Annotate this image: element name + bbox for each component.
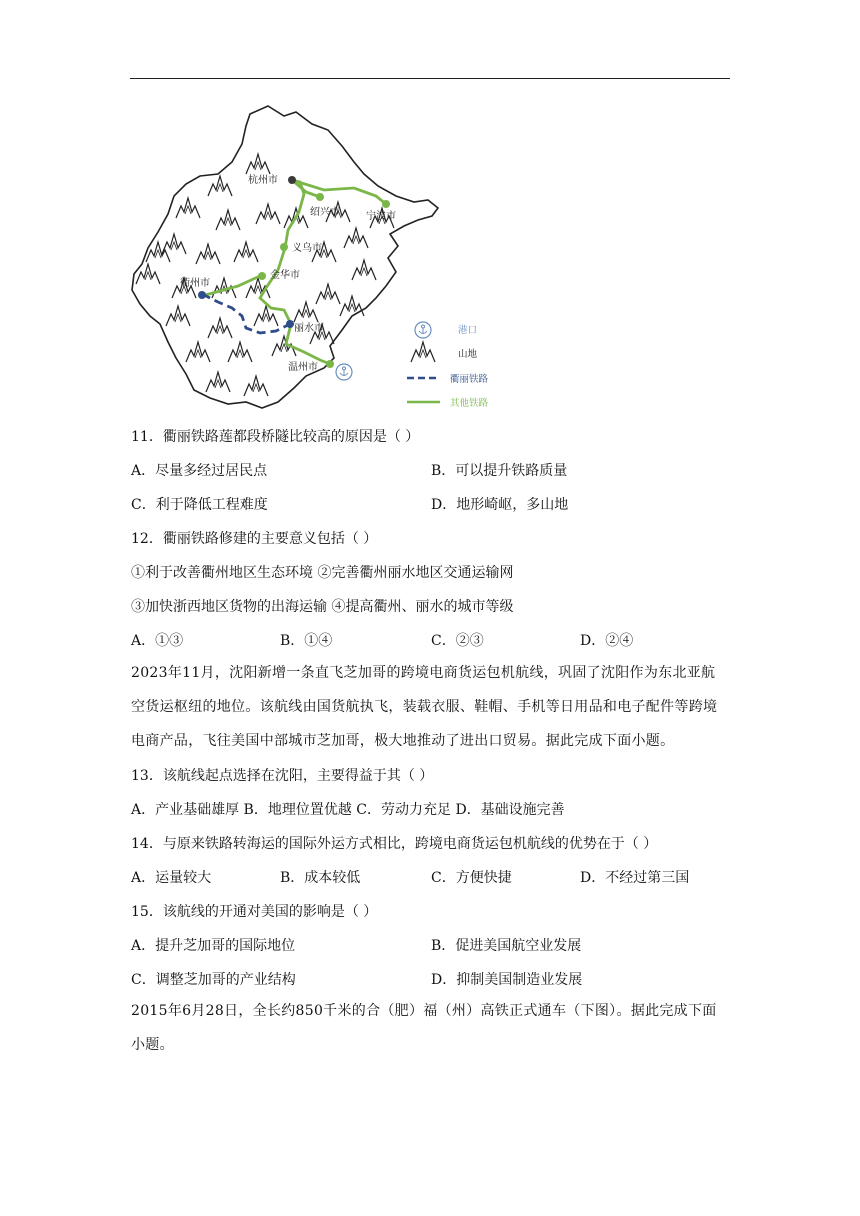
q11-option-d[interactable]: D．地形崎岖，多山地	[431, 497, 569, 513]
q14-option-d[interactable]: D．不经过第三国	[580, 870, 690, 886]
q15-option-c[interactable]: C．调整芝加哥的产业结构	[131, 972, 296, 988]
q11-stem: 11．衢丽铁路莲都段桥隧比较高的原因是（ ）	[131, 429, 420, 445]
legend-port: 港口	[458, 325, 478, 336]
q14-option-c[interactable]: C．方便快捷	[431, 870, 512, 886]
passage-shenyang: 2023年11月，沈阳新增一条直飞芝加哥的跨境电商货运包机航线，巩固了沈阳作为东北亚航空货运枢纽的地位。该航线由国货航执飞，装载衣服、鞋帽、手机等日用品和电子配件等跨境电商产品，飞往美国中部城市芝加哥，极大地推动了进出口贸易。据此完成下面小题。	[131, 665, 718, 749]
zhejiang-railway-map	[128, 102, 528, 414]
passage-hefu-railway: 2015年6月28日，全长约850千米的合（肥）福（州）高铁正式通车（下图）。据此完成下面小题。	[131, 1003, 717, 1053]
q12-option-b[interactable]: B．①④	[280, 633, 333, 649]
legend-port-icon	[415, 322, 431, 338]
q12-statements-2: ③加快浙西地区货物的出海运输 ④提高衢州、丽水的城市等级	[131, 599, 514, 615]
q12-option-a[interactable]: A．①③	[131, 633, 184, 649]
province-outline	[132, 106, 438, 408]
q13-options[interactable]: A．产业基础雄厚 B．地理位置优越 C．劳动力充足 D．基础设施完善	[131, 802, 565, 818]
port-icon	[336, 364, 352, 380]
label-hangzhou: 杭州市	[248, 175, 278, 186]
label-shaoxing: 绍兴市	[310, 207, 340, 218]
label-wenzhou: 温州市	[288, 362, 318, 373]
q11-option-c[interactable]: C．利于降低工程难度	[131, 497, 268, 513]
label-ningbo: 宁波市	[366, 211, 396, 222]
legend-quli-railway: 衢丽铁路	[450, 374, 489, 385]
q14-option-b[interactable]: B．成本较低	[280, 870, 361, 886]
map-legend	[407, 322, 489, 409]
label-yiwu: 义乌市	[292, 243, 322, 254]
q11-option-a[interactable]: A．尽量多经过居民点	[131, 463, 268, 479]
label-quzhou: 衢州市	[180, 278, 210, 289]
legend-other-railway: 其他铁路	[450, 398, 489, 409]
q15-option-b[interactable]: B．促进美国航空业发展	[431, 938, 582, 954]
q13-stem: 13．该航线起点选择在沈阳，主要得益于其（ ）	[131, 768, 434, 784]
q12-stem: 12．衢丽铁路修建的主要意义包括（ ）	[131, 531, 378, 547]
q11-option-b[interactable]: B．可以提升铁路质量	[431, 463, 568, 479]
label-lishui: 丽水市	[294, 323, 324, 334]
q12-statements-1: ①利于改善衢州地区生态环境 ②完善衢州丽水地区交通运输网	[131, 565, 514, 581]
legend-mountain: 山地	[458, 349, 478, 360]
q14-stem: 14．与原来铁路转海运的国际外运方式相比，跨境电商货运包机航线的优势在于（ ）	[131, 836, 658, 852]
q14-option-a[interactable]: A．运量较大	[131, 870, 212, 886]
header-rule	[130, 78, 730, 79]
q12-option-c[interactable]: C．②③	[431, 633, 484, 649]
q15-stem: 15．该航线的开通对美国的影响是（ ）	[131, 904, 378, 920]
label-jinhua: 金华市	[270, 270, 300, 281]
q15-option-a[interactable]: A．提升芝加哥的国际地位	[131, 938, 296, 954]
q12-option-d[interactable]: D．②④	[580, 633, 634, 649]
legend-mountain-icon	[411, 342, 435, 362]
q15-option-d[interactable]: D．抑制美国制造业发展	[431, 972, 583, 988]
